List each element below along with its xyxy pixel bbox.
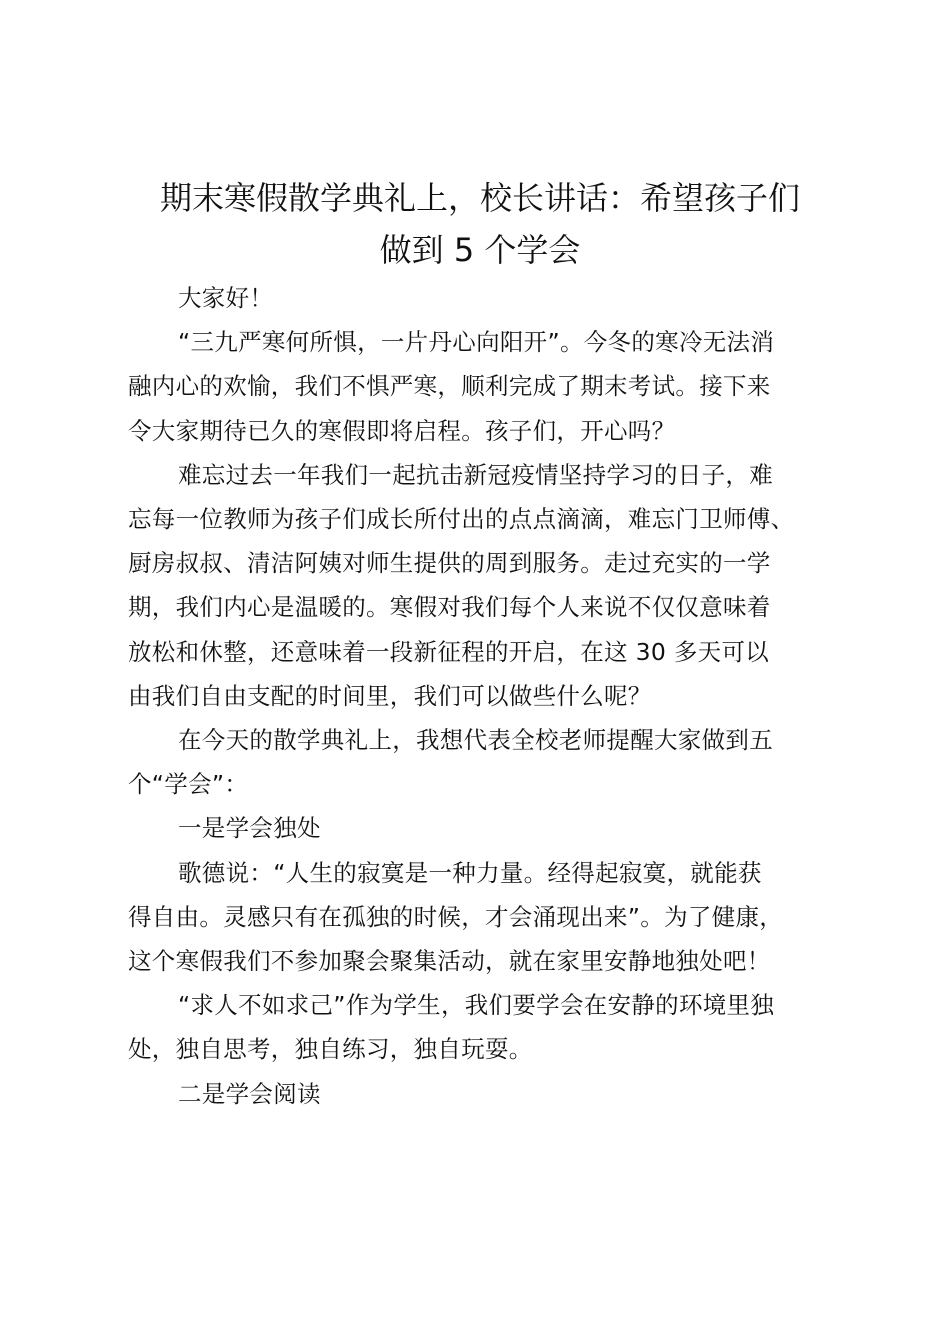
title-line: 做到 5 个学会 <box>379 231 581 269</box>
paragraph-greeting <box>128 276 838 320</box>
paragraph-line: 忘每一位教师为孩子们成长所付出的点点滴滴，难忘门卫师傅、 <box>128 505 795 534</box>
paragraph-line: 一是学会独处 <box>178 814 321 843</box>
paragraph-line: 难忘过去一年我们一起抗击新冠疫情坚持学习的日子，难 <box>178 460 773 489</box>
paragraph-line: 得自由。灵感只有在孤独的时候，才会涌现出来”。为了健康， <box>128 902 784 931</box>
paragraph-line: 这个寒假我们不参加聚会聚集活动，就在家里安静地独处吧！ <box>128 947 771 976</box>
paragraph-line: 二是学会阅读 <box>178 1079 321 1108</box>
title-line: 期末寒假散学典礼上，校长讲话：希望孩子们 <box>159 179 800 217</box>
paragraph-line: 个“学会”： <box>128 770 249 799</box>
paragraph-line: 在今天的散学典礼上，我想代表全校老师提醒大家做到五 <box>178 726 773 755</box>
section-heading-solitude <box>128 806 838 850</box>
paragraph-intro <box>128 320 838 453</box>
paragraph-line: 厨房叔叔、清洁阿姨对师生提供的周到服务。走过充实的一学 <box>128 549 771 578</box>
paragraph-self-reliance <box>128 983 838 1071</box>
paragraph-line: 由我们自由支配的时间里，我们可以做些什么呢？ <box>128 681 652 710</box>
paragraph-line: 处，独自思考，独自练习，独自玩耍。 <box>128 1035 533 1064</box>
paragraph-line: 歌德说：“人生的寂寞是一种力量。经得起寂寞，就能获 <box>178 858 762 887</box>
paragraph-line: 放松和休整，还意味着一段新征程的开启，在这 30 多天可以 <box>128 637 770 666</box>
paragraph-five-lessons <box>128 718 838 806</box>
paragraph-line: 融内心的欢愉，我们不惧严寒，顺利完成了期末考试。接下来 <box>128 372 771 401</box>
paragraph-line: “三九严寒何所惧，一片丹心向阳开”。今冬的寒冷无法消 <box>178 328 775 357</box>
paragraph-line: 令大家期待已久的寒假即将启程。孩子们，开心吗？ <box>128 416 676 445</box>
document-title <box>120 172 840 276</box>
section-heading-reading <box>128 1072 838 1116</box>
paragraph-line: 期，我们内心是温暖的。寒假对我们每个人来说不仅仅意味着 <box>128 593 771 622</box>
paragraph-reflection <box>128 453 838 718</box>
paragraph-goethe-quote <box>128 851 838 984</box>
document-body <box>128 276 838 1116</box>
paragraph-line: 大家好！ <box>178 284 274 312</box>
paragraph-line: “求人不如求己”作为学生，我们要学会在安静的环境里独 <box>178 991 775 1020</box>
